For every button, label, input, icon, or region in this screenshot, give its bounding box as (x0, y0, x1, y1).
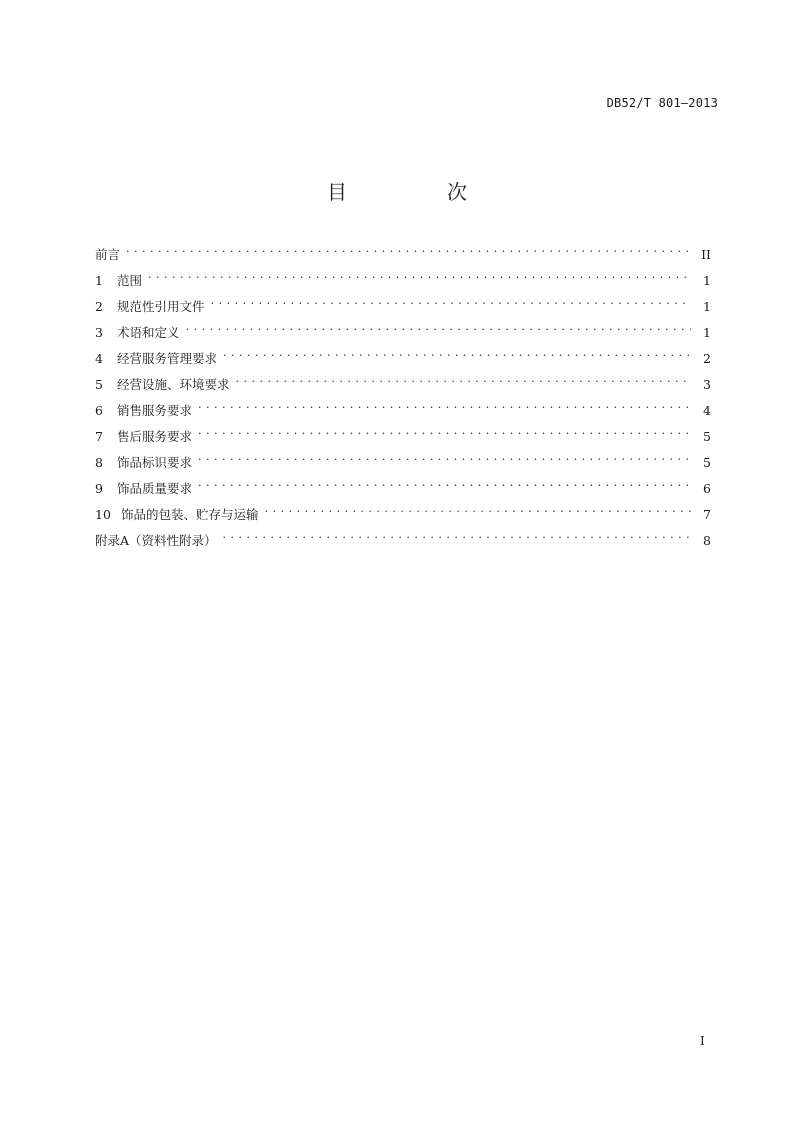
toc-entry-number: 5 (95, 377, 103, 392)
toc-entry-appendix-a[interactable] (95, 525, 711, 551)
toc-entry-10[interactable] (95, 499, 711, 525)
toc-entry-page: 5 (703, 429, 711, 444)
toc-entry-page: 3 (703, 377, 711, 392)
toc-entry-page: 4 (703, 403, 711, 418)
toc-entry-page: 1 (703, 325, 711, 340)
toc-entry-page: 7 (703, 507, 711, 522)
toc-dot-leader (211, 291, 691, 311)
toc-entry-4[interactable] (95, 343, 711, 369)
toc-dot-leader (148, 265, 691, 285)
toc-entry-1[interactable] (95, 265, 711, 291)
toc-entry-foreword[interactable] (95, 239, 711, 265)
page-title: 目 次 (327, 180, 507, 204)
toc-dot-leader (236, 369, 691, 389)
toc-entry-number: 10 (95, 507, 111, 522)
toc-dot-leader (126, 239, 691, 259)
toc-entry-label: 附录A（资料性附录） (95, 533, 217, 548)
toc-entry-label: 规范性引用文件 (117, 299, 205, 314)
toc-entry-label: 饰品标识要求 (117, 455, 193, 470)
toc-entry-number: 1 (95, 273, 103, 288)
toc-entry-8[interactable] (95, 447, 711, 473)
toc-entry-label: 经营设施、环境要求 (117, 377, 230, 392)
toc-dot-leader (186, 317, 691, 337)
toc-entry-page: 1 (703, 273, 711, 288)
toc-entry-label: 饰品的包装、贮存与运输 (121, 507, 259, 522)
toc-dot-leader (198, 421, 691, 441)
toc-entry-number: 3 (95, 325, 103, 340)
toc-entry-2[interactable] (95, 291, 711, 317)
toc-dot-leader (198, 395, 691, 415)
toc-entry-number: 6 (95, 403, 103, 418)
table-of-contents (95, 239, 711, 551)
toc-entry-label: 售后服务要求 (117, 429, 193, 444)
toc-entry-page: 5 (703, 455, 711, 470)
toc-dot-leader (265, 499, 691, 519)
toc-entry-label: 销售服务要求 (117, 403, 193, 418)
toc-entry-page: 6 (703, 481, 711, 496)
toc-entry-number: 2 (95, 299, 103, 314)
page-number: I (700, 1034, 705, 1048)
toc-entry-label: 饰品质量要求 (117, 481, 193, 496)
toc-entry-3[interactable] (95, 317, 711, 343)
toc-entry-label: 范围 (117, 273, 143, 288)
toc-entry-5[interactable] (95, 369, 711, 395)
toc-entry-7[interactable] (95, 421, 711, 447)
toc-entry-page: II (701, 247, 711, 262)
toc-dot-leader (198, 447, 691, 467)
toc-dot-leader (223, 343, 691, 363)
toc-entry-page: 8 (703, 533, 711, 548)
toc-entry-page: 2 (703, 351, 711, 366)
toc-entry-number: 4 (95, 351, 103, 366)
toc-entry-page: 1 (703, 299, 711, 314)
toc-entry-label: 前言 (95, 247, 121, 262)
toc-entry-number: 8 (95, 455, 103, 470)
toc-dot-leader (198, 473, 691, 493)
toc-entry-label: 术语和定义 (117, 325, 180, 340)
document-code: DB52/T 801—2013 (606, 96, 718, 110)
toc-entry-number: 7 (95, 429, 103, 444)
toc-entry-number: 9 (95, 481, 103, 496)
toc-entry-label: 经营服务管理要求 (117, 351, 218, 366)
toc-entry-9[interactable] (95, 473, 711, 499)
toc-entry-6[interactable] (95, 395, 711, 421)
toc-dot-leader (223, 525, 691, 545)
